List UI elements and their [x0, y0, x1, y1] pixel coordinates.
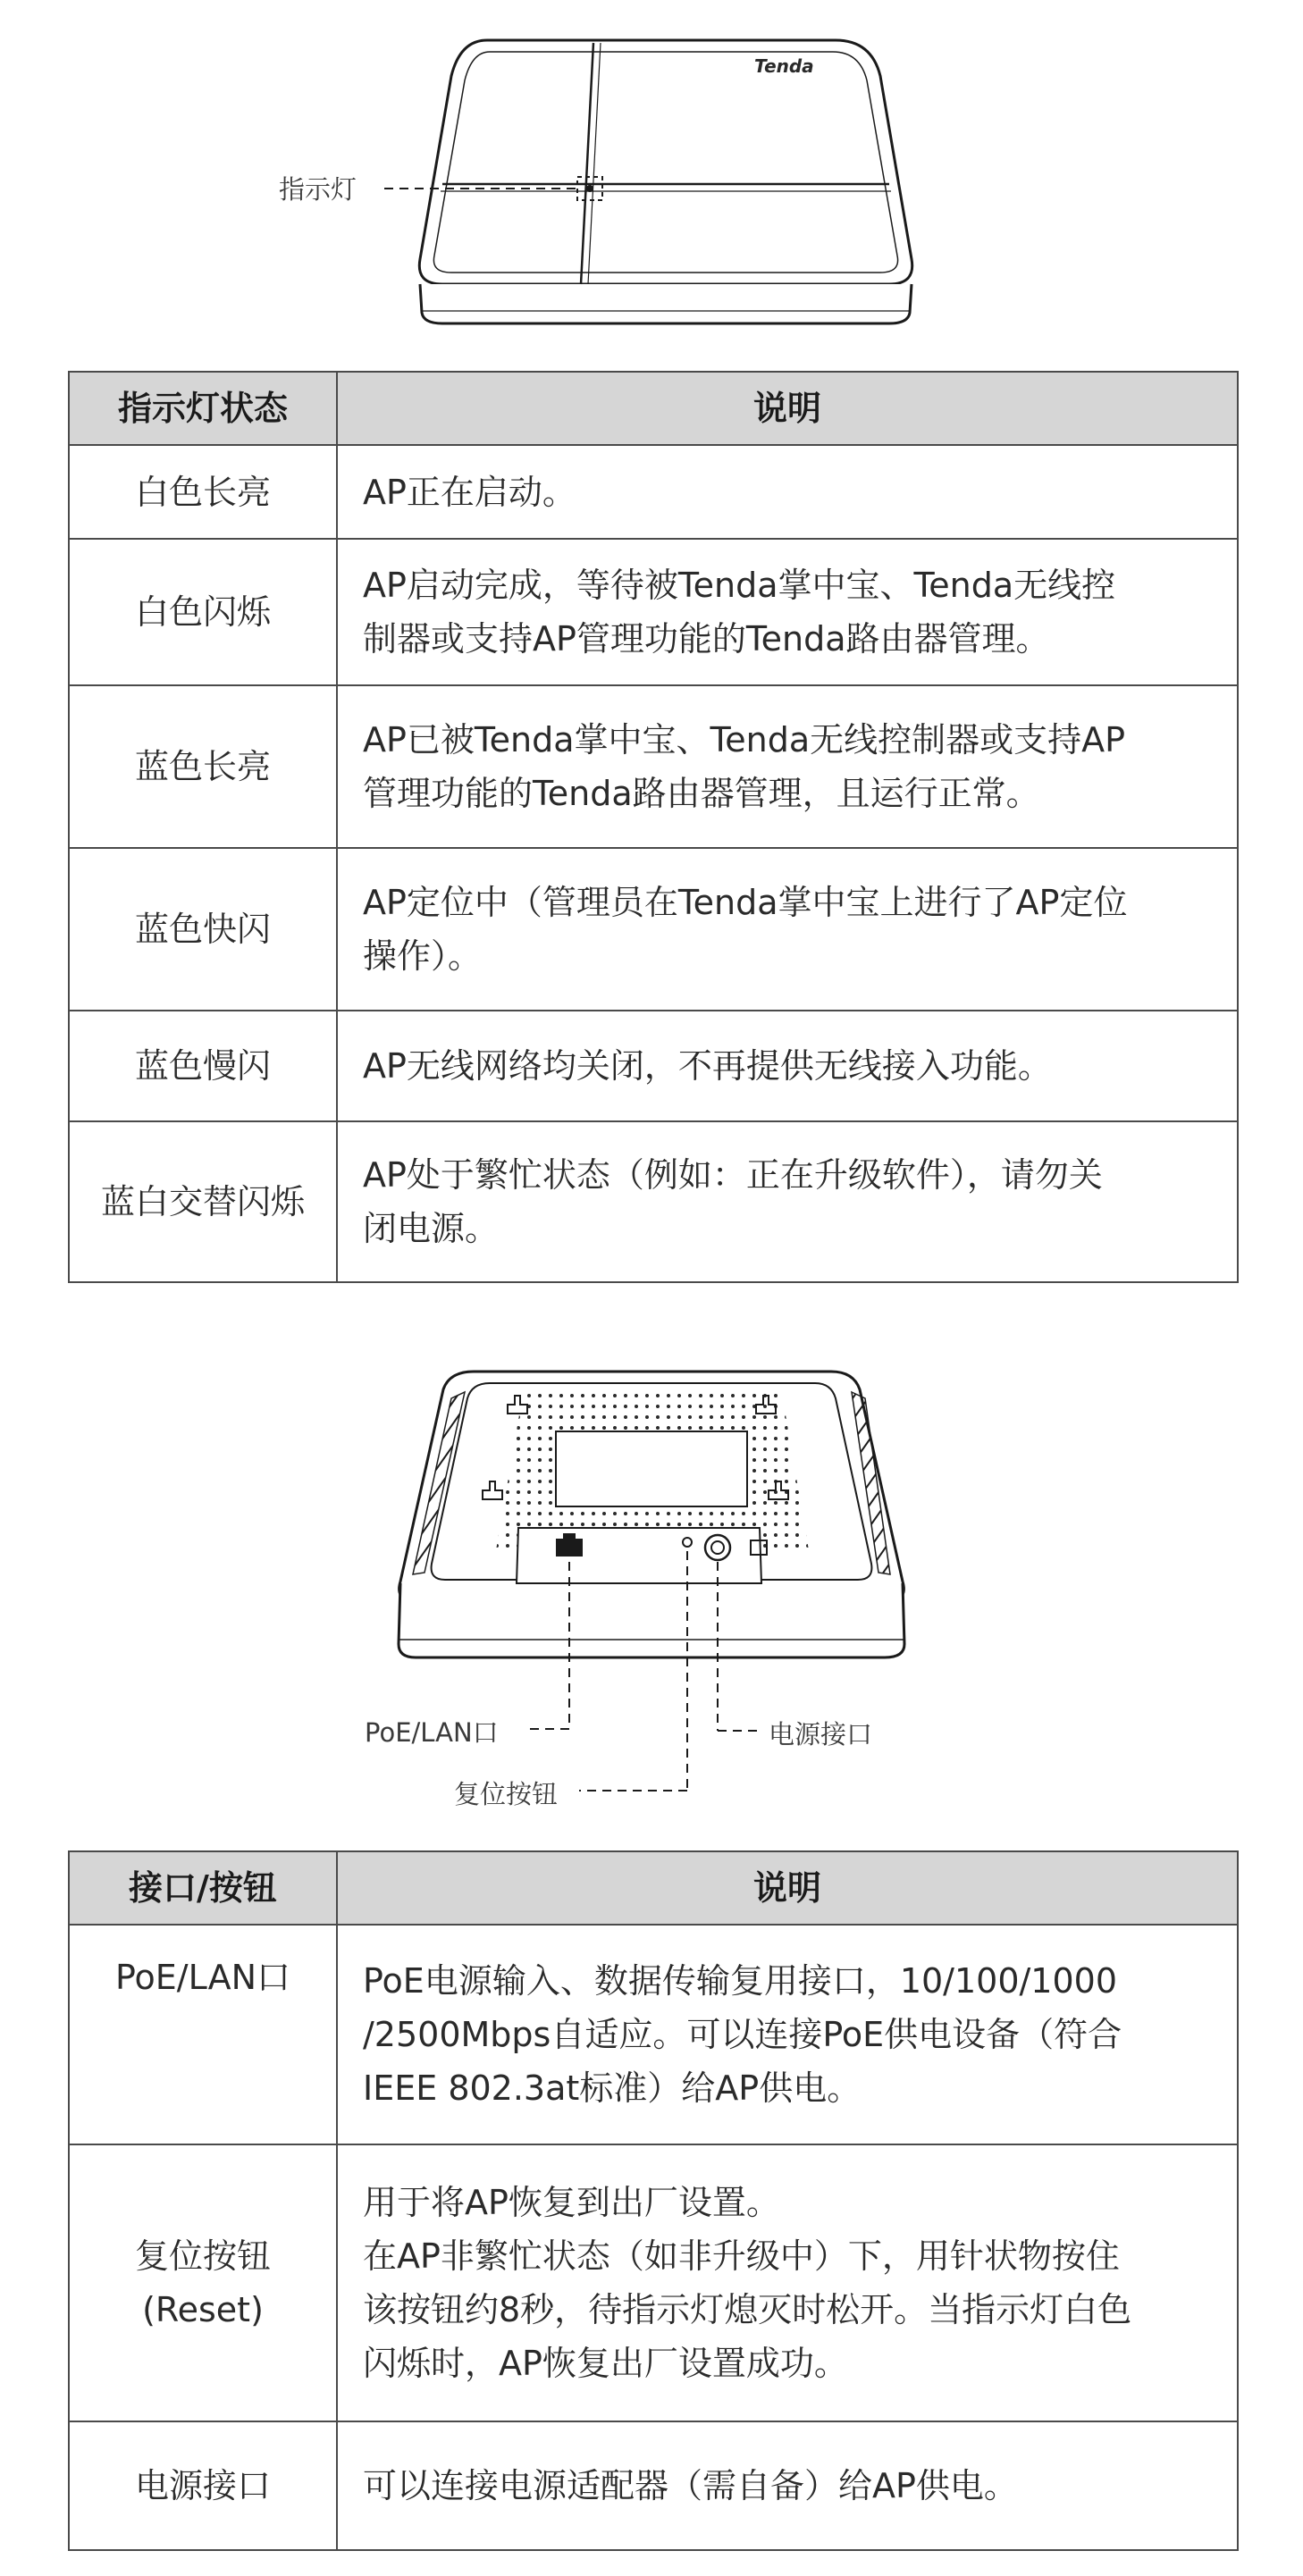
- led-state-cell: 白色长亮: [69, 445, 337, 539]
- table-row: [69, 445, 1238, 539]
- table-header-row: [69, 1851, 1238, 1925]
- led-state-cell: 蓝色快闪: [69, 848, 337, 1011]
- table-row: [69, 1011, 1238, 1121]
- led-state-cell: 蓝色长亮: [69, 685, 337, 848]
- table-header-row: [69, 372, 1238, 445]
- table-row: [69, 539, 1238, 685]
- led-state-cell: 白色闪烁: [69, 539, 337, 685]
- port-name-cell: 复位按钮 (Reset): [69, 2144, 337, 2421]
- port-name-cell: 电源接口: [69, 2421, 337, 2550]
- led-desc-cell: AP定位中（管理员在Tenda掌中宝上进行了AP定位 操作）。: [337, 848, 1238, 1011]
- ports-table: [68, 1850, 1239, 2551]
- ap-back-illustration: [0, 1349, 1303, 1823]
- ap-front-figure: [0, 0, 1303, 357]
- port-name-cell: PoE/LAN口: [69, 1925, 337, 2144]
- header-led-state: 指示灯状态: [69, 372, 337, 445]
- port-desc-cell: 可以连接电源适配器（需自备）给AP供电。: [337, 2421, 1238, 2550]
- poe-lan-port-label: PoE/LAN口: [365, 1717, 499, 1748]
- led-desc-cell: AP处于繁忙状态（例如：正在升级软件），请勿关 闭电源。: [337, 1121, 1238, 1282]
- table-row: [69, 685, 1238, 848]
- led-desc-cell: AP已被Tenda掌中宝、Tenda无线控制器或支持AP 管理功能的Tenda路由器管理，且运行正常。: [337, 685, 1238, 848]
- power-port-label: 电源接口: [769, 1719, 873, 1749]
- table-row: [69, 848, 1238, 1011]
- led-status-table: [68, 371, 1239, 1283]
- led-desc-cell: AP启动完成，等待被Tenda掌中宝、Tenda无线控 制器或支持AP管理功能的Tenda路由器管理。: [337, 539, 1238, 685]
- brand-logo: Tenda: [754, 55, 814, 77]
- led-state-cell: 蓝色慢闪: [69, 1011, 337, 1121]
- port-desc-cell: PoE电源输入、数据传输复用接口，10/100/1000 /2500Mbps自适应。可以连接PoE供电设备（符合 IEEE 802.3at标准）给AP供电。: [337, 1925, 1238, 2144]
- ap-back-figure: [0, 1349, 1303, 1823]
- header-port-button: 接口/按钮: [69, 1851, 337, 1925]
- reset-button-label: 复位按钮: [454, 1779, 559, 1809]
- led-desc-cell: AP无线网络均关闭，不再提供无线接入功能。: [337, 1011, 1238, 1121]
- header-description: 说明: [337, 372, 1238, 445]
- ap-front-illustration: [0, 0, 1303, 357]
- table-row: [69, 1121, 1238, 1282]
- port-desc-cell: 用于将AP恢复到出厂设置。 在AP非繁忙状态（如非升级中）下，用针状物按住 该按钮约8秒，待指示灯熄灭时松开。当指示灯白色 闪烁时，AP恢复出厂设置成功。: [337, 2144, 1238, 2421]
- table-row: [69, 2421, 1238, 2550]
- led-desc-cell: AP正在启动。: [337, 445, 1238, 539]
- led-state-cell: 蓝白交替闪烁: [69, 1121, 337, 1282]
- table-row: [69, 2144, 1238, 2421]
- indicator-label: 指示灯: [279, 174, 357, 205]
- table-row: [69, 1925, 1238, 2144]
- header-description: 说明: [337, 1851, 1238, 1925]
